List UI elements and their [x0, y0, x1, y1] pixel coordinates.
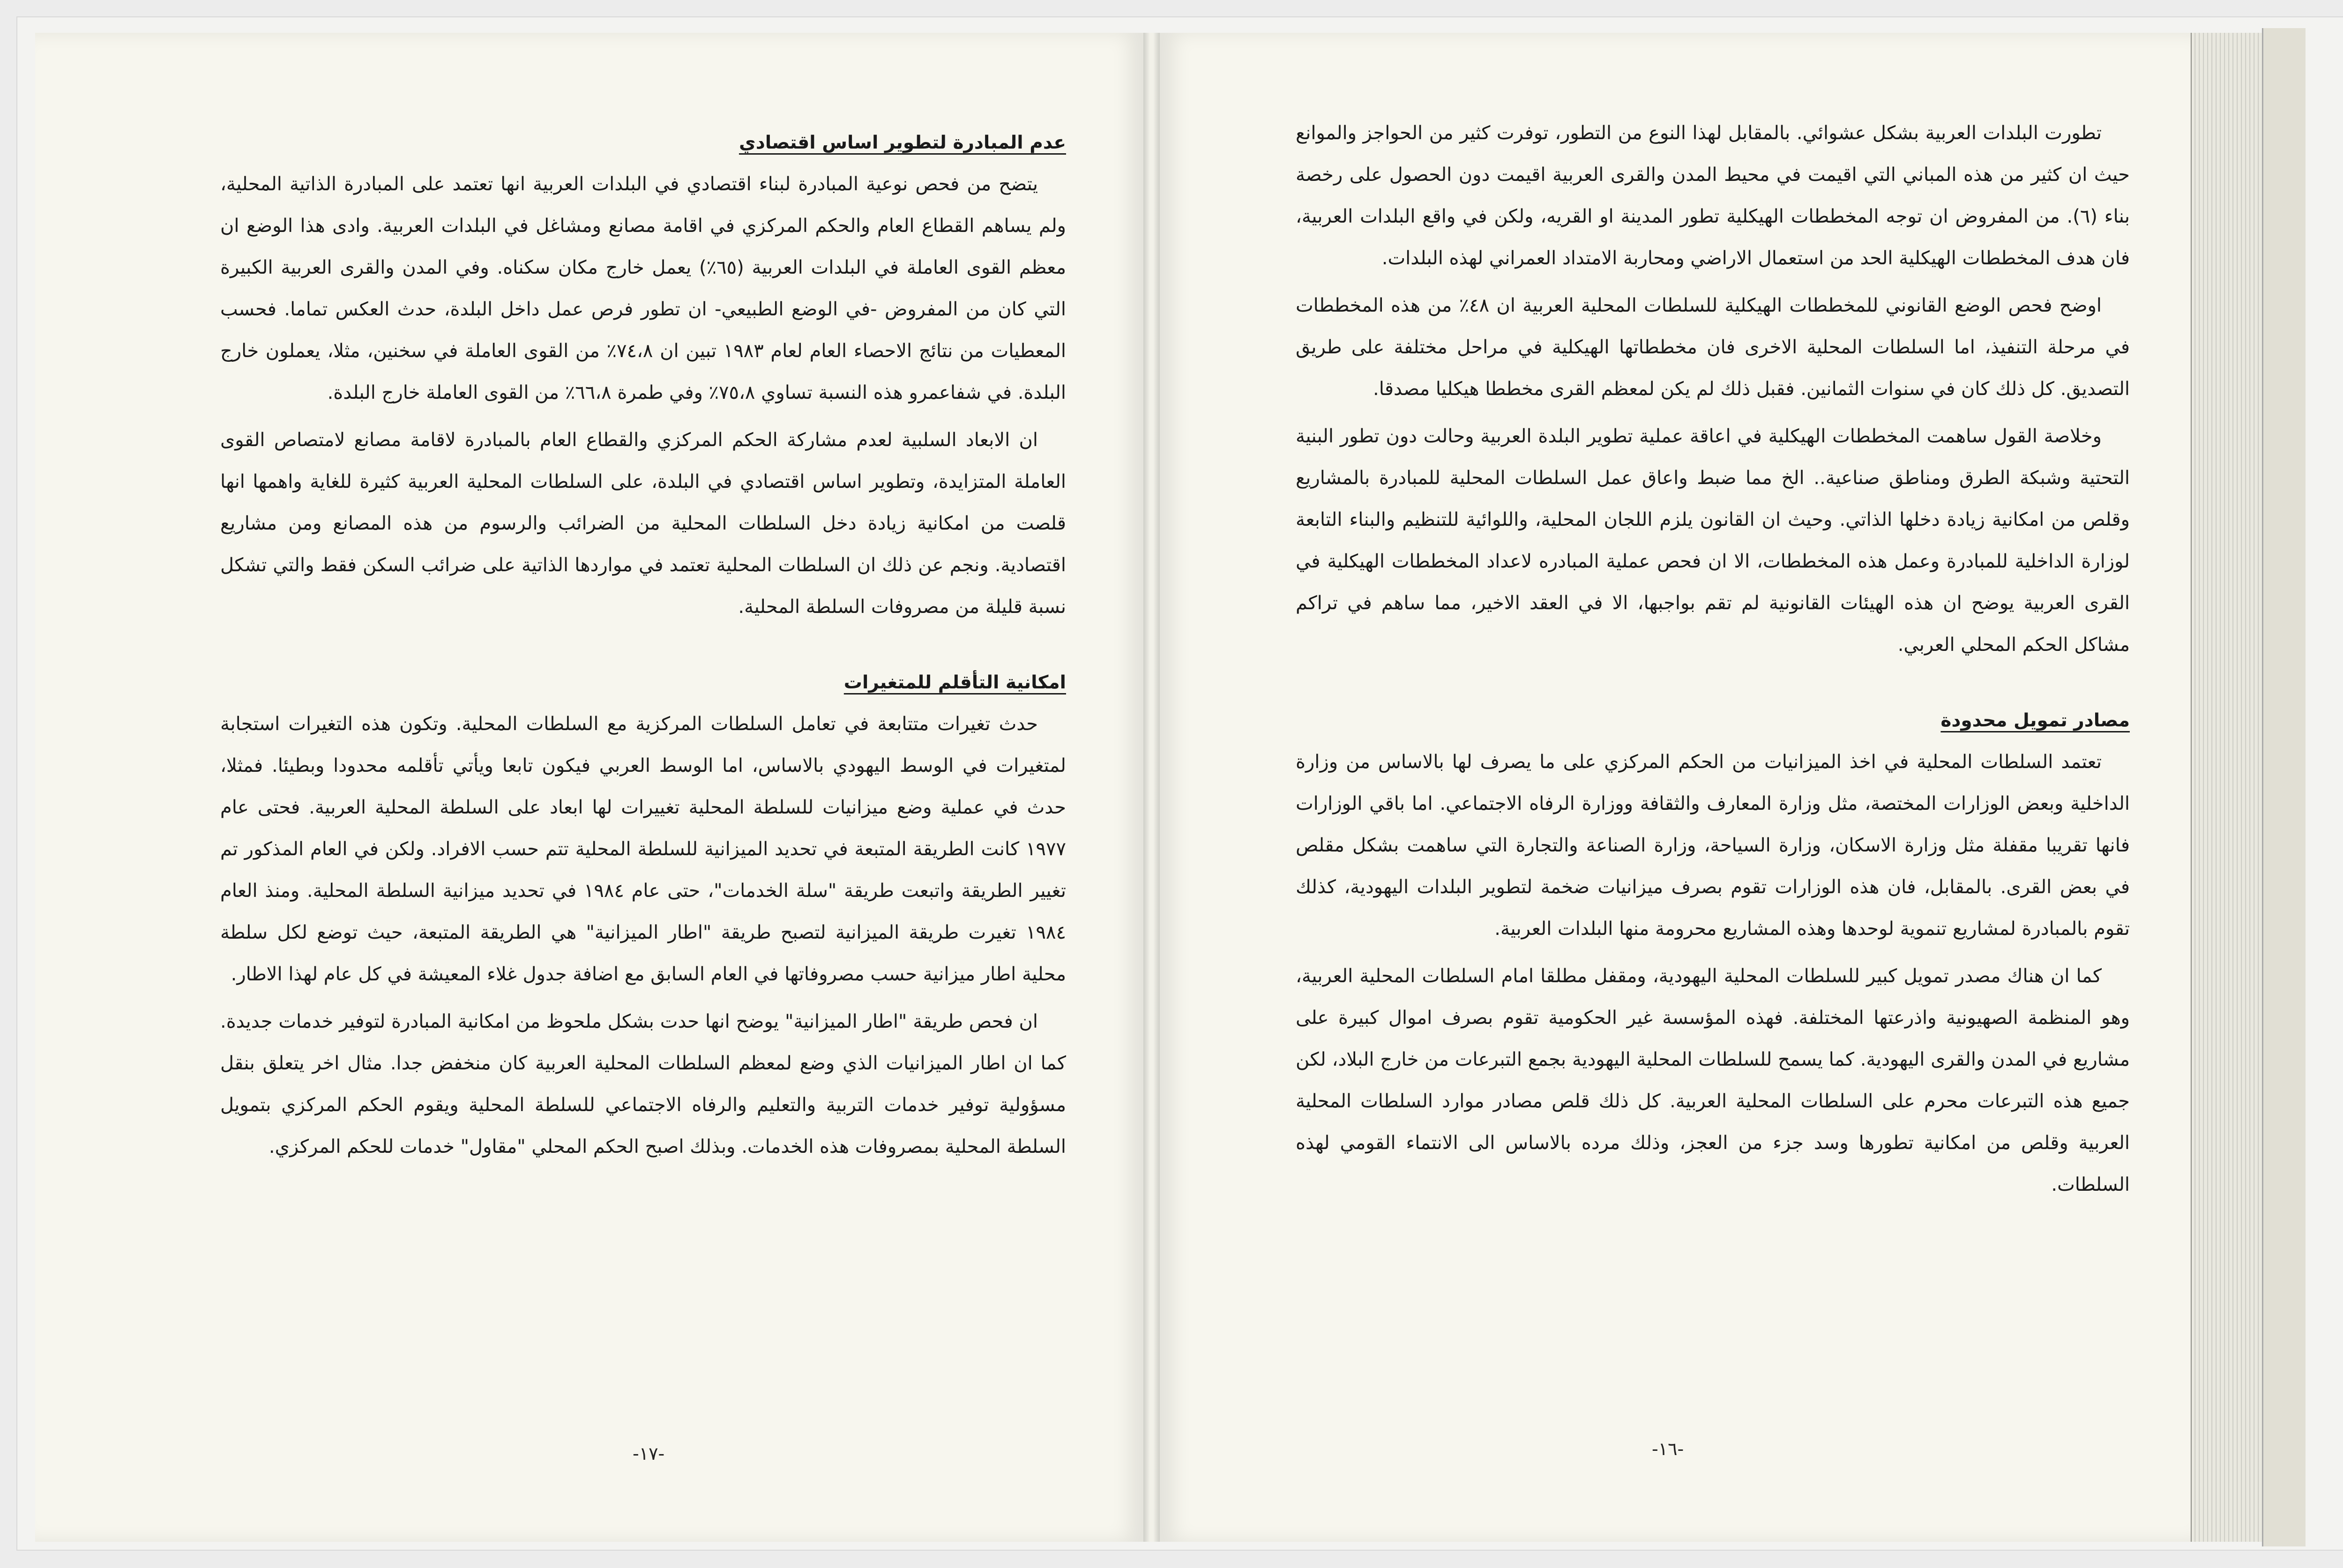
- paragraph: ان فحص طريقة "اطار الميزانية" يوضح انها حدت بشكل ملحوظ من امكانية المبادرة لتوفير خدمات جديدة. كما ان اطار الميزانيات الذي وضع لمعظم السلطات المحلية العربية كان منخفض جدا. مثال اخر يتعلق بنقل مسؤولية توفير خدمات التربية والتعليم والرفاه الاجتماعي للسلطة المحلية ويقوم الحكم المركزي بتمويل السلطة المحلية بمصروفات هذه الخدمات. وبذلك اصبح الحكم المحلي "مقاول" خدمات للحكم المركزي.: [220, 1011, 1066, 1157]
- paragraph: اوضح فحص الوضع القانوني للمخططات الهيكلية للسلطات المحلية العربية ان ٤٨٪ من هذه المخططات في مرحلة التنفيذ، اما السلطات المحلية الاخرى فان مخططاتها الهيكلية في مراحل مختلفة على طريق التصديق. كل ذلك كان في سنوات الثمانين. فقبل ذلك لم يكن لمعظم القرى مخططا هيكليا مصدقا.: [1296, 295, 2130, 400]
- page-number: -١٦-: [1652, 1439, 1684, 1459]
- right-page-text: [1296, 112, 2130, 1211]
- book-cover-edge: [2263, 28, 2306, 1546]
- page-number: -١٧-: [633, 1443, 665, 1464]
- left-page-text: [220, 122, 1066, 1173]
- paragraph: ان الابعاد السلبية لعدم مشاركة الحكم المركزي والقطاع العام بالمبادرة لاقامة مصانع لامتصاص القوى العاملة المتزايدة، وتطوير اساس اقتصادي في البلدة، على السلطات المحلية العربية كثيرة للغاية واهمها انها قلصت من امكانية زيادة دخل السلطات المحلية من الضرائب والرسوم من هذه المصانع ومن مشاريع اقتصادية. ونجم عن ذلك ان السلطات المحلية تعتمد في مواردها الذاتية على ضرائب السكن فقط والتي تشكل نسبة قليلة من مصروفات السلطة المحلية.: [220, 429, 1066, 618]
- page-edges: [2191, 33, 2264, 1542]
- paragraph: وخلاصة القول ساهمت المخططات الهيكلية في اعاقة عملية تطوير البلدة العربية وحالت دون تطور البنية التحتية وشبكة الطرق ومناطق صناعية.. الخ مما ضبط واعاق عمل السلطات المحلية للمبادرة بالمشاريع وقلص من امكانية زيادة دخلها الذاتي. وحيث ان القانون يلزم اللجان المحلية، واللوائية للتنظيم والبناء التابعة لوزارة الداخلية للمبادرة وعمل هذه المخططات، الا ان فحص عملية المبادره لاعداد المخططات الهيكلية في القرى العربية يوضح ان هذه الهيئات القانونية لم تقم بواجبها، الا في العقد الاخير، مما ساهم في تراكم مشاكل الحكم المحلي العربي.: [1296, 426, 2130, 656]
- section-heading: مصادر تمويل محدودة: [1940, 710, 2130, 731]
- section-heading: عدم المبادرة لتطوير اساس اقتصادي: [739, 132, 1066, 153]
- paragraph: حدث تغيرات متتابعة في تعامل السلطات المركزية مع السلطات المحلية. وتكون هذه التغيرات استجابة لمتغيرات في الوسط اليهودي بالاساس، اما الوسط العربي فيكون تابعا ويأتي تأقلمه محدودا وبطيئا. فمثلا، حدث في عملية وضع ميزانيات للسلطة المحلية تغييرات لها ابعاد على السلطة المحلية العربية. فحتى عام ١٩٧٧ كانت الطريقة المتبعة في تحديد الميزانية للسلطة المحلية تتم حسب الافراد. ولكن في العام المذكور تم تغيير الطريقة واتبعت طريقة "سلة الخدمات"، حتى عام ١٩٨٤ في تحديد ميزانية السلطة المحلية. ومنذ العام ١٩٨٤ تغيرت طريقة الميزانية لتصبح طريقة "اطار الميزانية" هي الطريقة المتبعة، حيث توضع لكل سلطة محلية اطار ميزانية حسب مصروفاتها في العام السابق مع اضافة جدول غلاء المعيشة في كل عام لهذا الاطار.: [220, 713, 1066, 985]
- paragraph: تطورت البلدات العربية بشكل عشوائي. بالمقابل لهذا النوع من التطور، توفرت كثير من الحواجز والموانع حيث ان كثير من هذه المباني التي اقيمت في محيط المدن والقرى العربية اقيمت دون الحصول على رخصة بناء (٦). من المفروض ان توجه المخططات الهيكلية تطور المدينة او القريه، ولكن في واقع البلدات العربية، فان هدف المخططات الهيكلية الحد من استعمال الاراضي ومحاربة الامتداد العمراني لهذه البلدات.: [1296, 122, 2130, 269]
- paragraph: كما ان هناك مصدر تمويل كبير للسلطات المحلية اليهودية، ومقفل مطلقا امام السلطات المحلية العربية، وهو المنظمة الصهيونية واذرعتها المختلفة. فهذه المؤسسة غير الحكومية تقوم بصرف اموال كبيرة على مشاريع في المدن والقرى اليهودية. كما يسمح للسلطات المحلية اليهودية بجمع التبرعات من خارج البلاد، لكن جميع هذه التبرعات محرم على السلطات المحلية العربية. كل ذلك قلص مصادر موارد السلطات المحلية العربية وقلص من امكانية تطورها وسد جزء من العجز، وذلك مرده بالاساس الى الانتماء القومي لهذه السلطات.: [1296, 965, 2130, 1195]
- book-gutter: [1143, 33, 1160, 1542]
- paragraph: يتضح من فحص نوعية المبادرة لبناء اقتصادي في البلدات العربية انها تعتمد على المبادرة الذاتية المحلية، ولم يساهم القطاع العام والحكم المركزي في اقامة مصانع ومشاغل في البلدات العربية. وادى هذا الوضع ان معظم القوى العاملة في البلدات العربية (٦٥٪) يعمل خارج مكان سكناه. وفي المدن والقرى العربية الكبيرة التي كان من المفروض -في الوضع الطبيعي- ان تطور فرص عمل داخل البلدة، حدث العكس تماما. فحسب المعطيات من نتائج الاحصاء العام لعام ١٩٨٣ تبين ان ٧٤،٨٪ من القوى العاملة في سخنين، مثلا، يعملون خارج البلدة. في شفاعمرو هذه النسبة تساوي ٧٥،٨٪ وفي طمرة ٦٦،٨٪ من القوى العاملة خارج البلدة.: [220, 173, 1067, 403]
- paragraph: تعتمد السلطات المحلية في اخذ الميزانيات من الحكم المركزي على ما يصرف لها بالاساس من وزارة الداخلية وبعض الوزارات المختصة، مثل وزارة المعارف والثقافة ووزارة الرفاه الاجتماعي. اما باقي الوزارات فانها تقريبا مقفلة مثل وزارة الاسكان، وزارة السياحة، وزارة الصناعة والتجارة التي ساهمت بشكل مقلص في بعض القرى. بالمقابل، فان هذه الوزارات تقوم بصرف ميزانيات ضخمة لتطوير البلدات اليهودية، كذلك تقوم بالمبادرة لمشاريع تنموية لوحدها وهذه المشاريع محرومة منها البلدات العربية.: [1296, 751, 2130, 940]
- right-page: [1160, 33, 2191, 1542]
- section-heading: امكانية التأقلم للمتغيرات: [843, 672, 1066, 693]
- left-page: [35, 33, 1143, 1542]
